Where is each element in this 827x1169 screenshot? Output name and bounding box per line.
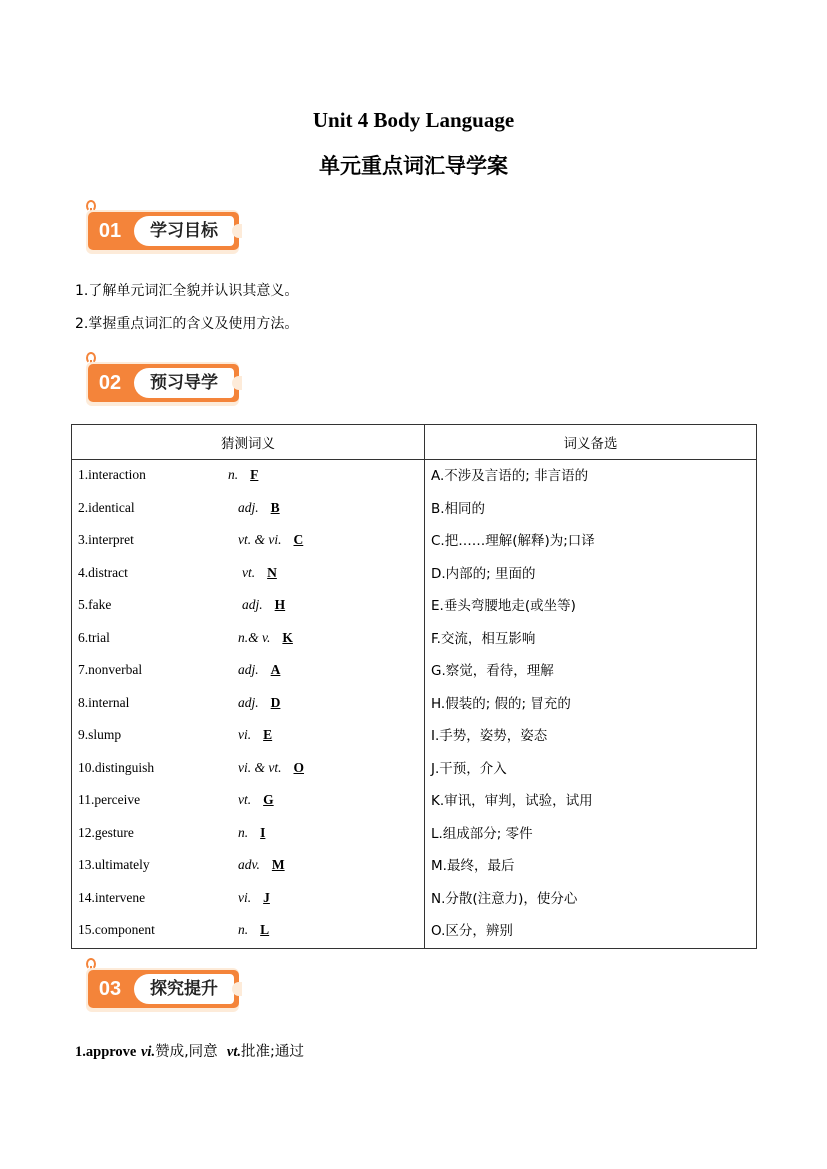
vocab-entry — [75, 1040, 304, 1061]
answer: A — [270, 662, 281, 677]
answer: L — [260, 922, 270, 937]
section-number: 02 — [98, 372, 122, 394]
word: 9.slump — [78, 727, 122, 742]
word: 2.identical — [78, 499, 135, 515]
table-row — [72, 915, 424, 948]
part-of-speech: vi. — [238, 889, 252, 905]
table-row — [72, 460, 424, 493]
table-row — [72, 753, 424, 786]
part-of-speech: vi. & vt. — [238, 759, 282, 775]
answer: M — [271, 857, 285, 872]
part-of-speech: vi. — [238, 727, 252, 742]
answer: H — [274, 597, 286, 612]
answer: F — [250, 467, 259, 482]
goal-item: 1.了解单元词汇全貌并认识其意义。 — [75, 283, 299, 299]
option-item: A.不涉及言语的; 非言语的 — [431, 468, 589, 484]
part-of-speech: n. — [228, 467, 239, 482]
entry-word: 1.approve — [75, 1044, 137, 1060]
word: 1.interaction — [78, 467, 146, 482]
answer: K — [282, 629, 293, 645]
section-label: 探究提升 — [134, 974, 234, 1004]
table-row — [72, 655, 424, 688]
part-of-speech: n.& v. — [238, 629, 271, 645]
option-item: M.最终，最后 — [431, 858, 515, 874]
part-of-speech: adj. — [238, 694, 259, 710]
word: 4.distract — [78, 564, 128, 580]
answer: I — [260, 824, 266, 840]
table-row — [72, 720, 424, 753]
table-row — [72, 525, 424, 558]
answer: J — [263, 889, 270, 905]
answer: N — [267, 564, 277, 580]
answer: D — [270, 694, 281, 710]
option-item: H.假装的; 假的; 冒充的 — [431, 695, 571, 712]
part-of-speech: adv. — [238, 857, 260, 872]
option-item: J.干预，介入 — [431, 760, 507, 777]
part-of-speech: vt. & vi. — [238, 532, 282, 547]
word: 10.distinguish — [78, 759, 155, 775]
vocab-table — [71, 424, 757, 949]
section-label: 学习目标 — [134, 216, 234, 246]
section-badge-explore — [84, 958, 242, 1016]
entry-pos: vi. — [140, 1044, 156, 1060]
table-row — [72, 883, 424, 916]
table-row — [72, 623, 424, 656]
option-item: G.察觉，看待，理解 — [431, 663, 554, 679]
answer: O — [293, 759, 305, 775]
section-badge-preview — [84, 352, 242, 410]
word: 7.nonverbal — [78, 662, 143, 677]
table-row — [72, 590, 424, 623]
page-title: Unit 4 Body Language — [312, 108, 515, 132]
section-label: 预习导学 — [134, 368, 234, 398]
table-row — [72, 785, 424, 818]
entry-meaning: 赞成,同意 — [155, 1044, 218, 1060]
part-of-speech: adj. — [242, 597, 263, 612]
word: 11.perceive — [78, 792, 141, 807]
part-of-speech: adj. — [238, 662, 259, 677]
option-item: E.垂头弯腰地走(或坐等) — [431, 598, 576, 614]
word: 8.internal — [78, 694, 130, 710]
entry-meaning: 批准;通过 — [241, 1044, 304, 1060]
section-number: 03 — [98, 978, 122, 1000]
answer: E — [263, 727, 273, 742]
option-item: F.交流，相互影响 — [431, 630, 536, 647]
entry-pos: vt. — [226, 1044, 241, 1060]
answer: G — [263, 792, 274, 807]
option-item: D.内部的; 里面的 — [431, 565, 536, 582]
word: 6.trial — [78, 629, 110, 645]
part-of-speech: vt. — [242, 564, 256, 580]
option-list — [425, 460, 757, 949]
word: 14.intervene — [78, 889, 146, 905]
word: 13.ultimately — [78, 857, 150, 872]
option-item: N.分散(注意力)，使分心 — [431, 890, 578, 907]
option-item: B.相同的 — [431, 500, 486, 517]
table-row — [72, 493, 424, 526]
option-item: C.把……理解(解释)为;口译 — [431, 533, 595, 549]
part-of-speech: n. — [238, 824, 249, 840]
page-subtitle: 单元重点词汇导学案 — [319, 154, 508, 178]
column-header-guess: 猜测词义 — [72, 425, 425, 460]
part-of-speech: vt. — [238, 792, 252, 807]
table-row — [72, 850, 424, 883]
option-item: K.审讯，审判，试验，试用 — [431, 793, 593, 809]
column-header-options: 词义备选 — [425, 425, 757, 460]
section-badge-goals — [84, 200, 242, 258]
word: 12.gesture — [78, 824, 134, 840]
word: 15.component — [78, 922, 155, 937]
option-item: I.手势，姿势，姿态 — [431, 728, 548, 744]
table-row — [72, 818, 424, 851]
part-of-speech: adj. — [238, 499, 259, 515]
option-item: L.组成部分; 零件 — [431, 825, 533, 842]
word-list — [72, 460, 425, 949]
word: 3.interpret — [78, 532, 134, 547]
table-row — [72, 558, 424, 591]
section-number: 01 — [98, 220, 122, 242]
table-row — [72, 688, 424, 721]
answer: C — [293, 532, 304, 547]
word: 5.fake — [78, 597, 112, 612]
goal-item: 2.掌握重点词汇的含义及使用方法。 — [75, 316, 299, 332]
option-item: O.区分，辨别 — [431, 923, 513, 939]
part-of-speech: n. — [238, 922, 249, 937]
answer: B — [270, 499, 280, 515]
